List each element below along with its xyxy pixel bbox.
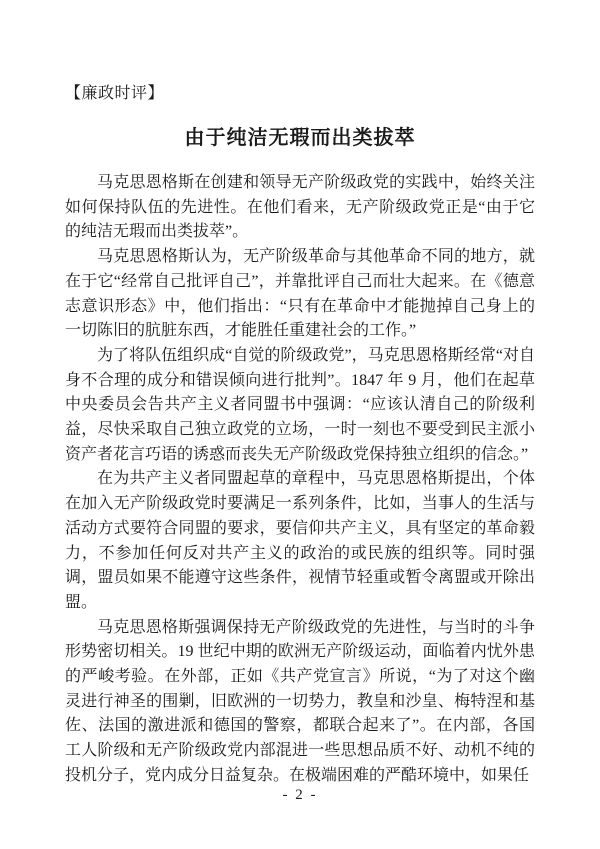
- paragraph-3: 为了将队伍组织成“自觉的阶级政党”，马克思恩格斯经常“对自身不合理的成分和错误倾向进行批判”。1847 年 9 月，他们在起草中央委员会告共产主义者同盟书中强调：“应该认清自己的阶级利益，尽快采取自己独立政党的立场，一时一刻也不要受到民主派小资产者花言巧语的诱惑而丧失无产阶级政党保持独立组织的信念。”: [65, 346, 535, 463]
- document-body: [65, 171, 535, 789]
- paragraph-1: 马克思恩格斯在创建和领导无产阶级政党的实践中，始终关注如何保持队伍的先进性。在他们看来，无产阶级政党正是“由于它的纯洁无瑕而出类拔萃”。: [65, 174, 535, 241]
- page-title: 由于纯洁无瑕而出类拔萃: [184, 127, 416, 149]
- category-label: 【廉政时评】: [65, 85, 165, 102]
- paragraph-4: 在为共产主义者同盟起草的章程中，马克思恩格斯提出，个体在加入无产阶级政党时要满足一系列条件，比如，当事人的生活与活动方式要符合同盟的要求，要信仰共产主义，具有坚定的革命毅力，不参加任何反对共产主义的政治的或民族的组织等。同时强调，盟员如果不能遵守这些条件，视情节轻重或暂令离盟或开除出盟。: [65, 470, 535, 611]
- page-number: - 2 -: [282, 787, 318, 803]
- paragraph-5: 马克思恩格斯强调保持无产阶级政党的先进性，与当时的斗争形势密切相关。19 世纪中期的欧洲无产阶级运动，面临着内忧外患的严峻考验。在外部，正如《共产党宣言》所说，“为了对这个幽灵进行神圣的围剿，旧欧洲的一切势力，教皇和沙皇、梅特涅和基佐、法国的激进派和德国的警察，都联合起来了”。在内部，各国工人阶级和无产阶级政党内部混进一些思想品质不好、动机不纯的投机分子，党内成分日益复杂。在极端困难的严酷环境中，如果任: [65, 618, 535, 784]
- paragraph-2: 马克思恩格斯认为，无产阶级革命与其他革命不同的地方，就在于它“经常自己批评自己”，并靠批评自己而壮大起来。在《德意志意识形态》中，他们指出：“只有在革命中才能抛掉自己身上的一切陈旧的肮脏东西，才能胜任重建社会的工作。”: [65, 248, 535, 340]
